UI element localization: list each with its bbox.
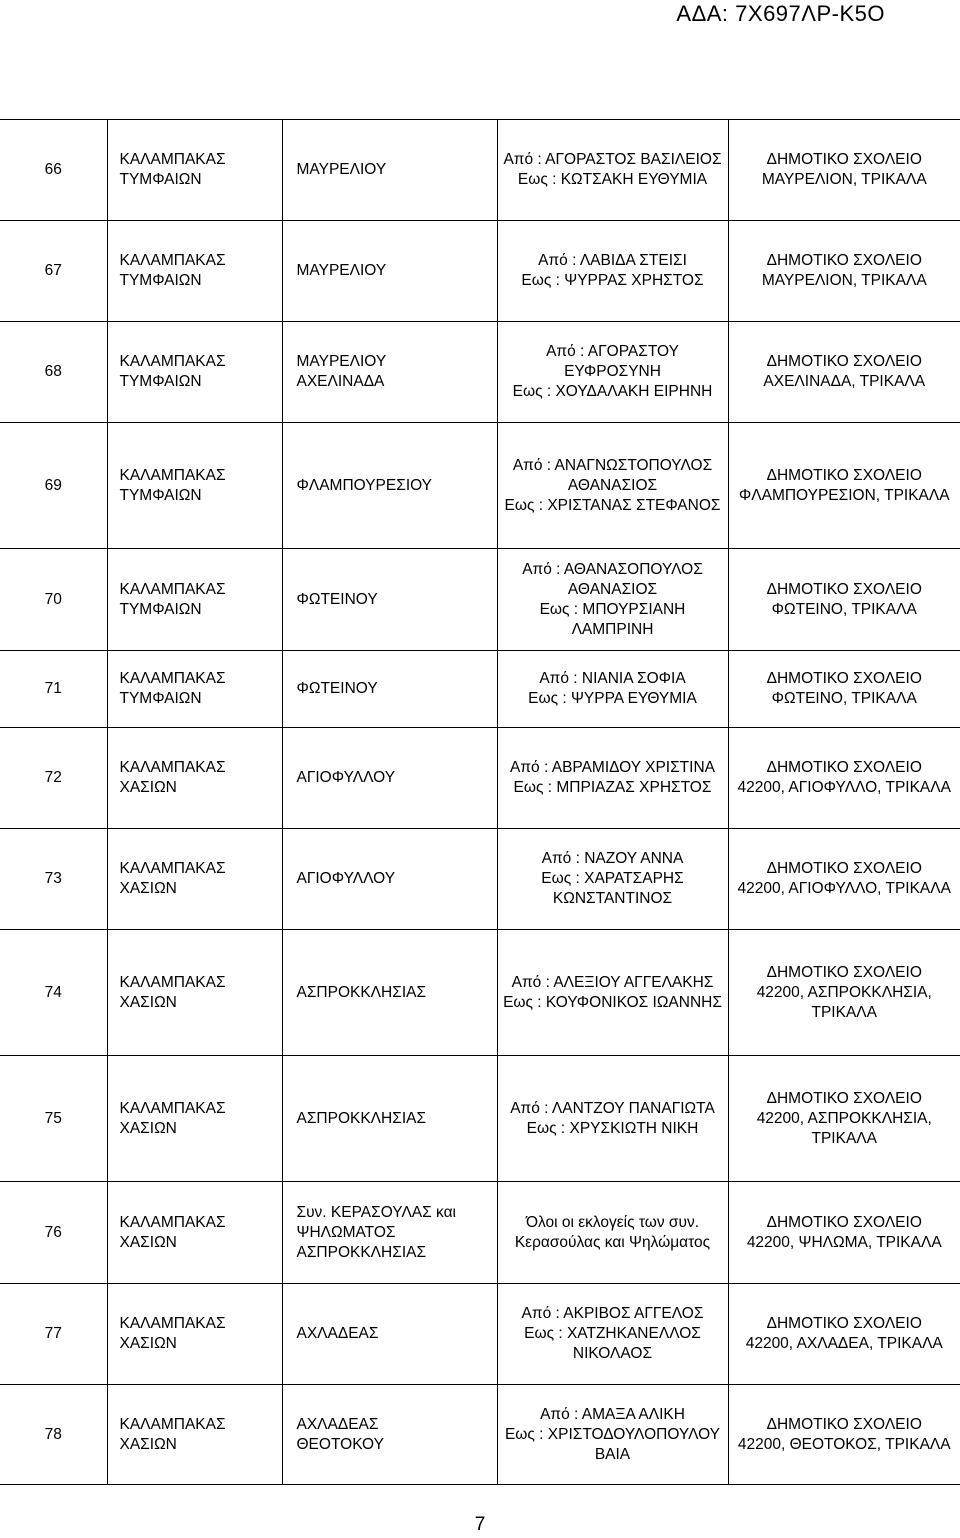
polling-place-line: ΜΑΥΡΕΛΙΟΝ, ΤΡΙΚΑΛΑ: [761, 171, 927, 188]
voter-range-line: ΒΑΙΑ: [594, 1445, 631, 1463]
row-number-cell: [0, 1056, 107, 1182]
polling-place-cell: [728, 322, 960, 423]
polling-place-line: ΔΗΜΟΤΙΚΟ ΣΧΟΛΕΙΟ: [766, 860, 922, 877]
municipality-line: ΧΑΣΙΩΝ: [119, 1119, 177, 1137]
voter-range-cell: [497, 1056, 728, 1182]
row-number-cell: [0, 651, 107, 728]
voter-range-cell: [497, 1284, 728, 1385]
polling-place-line: ΔΗΜΟΤΙΚΟ ΣΧΟΛΕΙΟ: [766, 963, 922, 981]
polling-place-line: 42200, ΑΓΙΟΦΥΛΛΟ, ΤΡΙΚΑΛΑ: [737, 779, 951, 796]
table-row: [0, 549, 960, 651]
municipality-cell: [107, 1182, 282, 1284]
municipality-line: ΚΑΛΑΜΠΑΚΑΣ: [119, 466, 226, 484]
row-number-cell: [0, 930, 107, 1056]
voter-range-cell: [497, 549, 728, 651]
locality-cell: [282, 423, 497, 549]
table-row: [0, 1284, 960, 1385]
locality-cell: [282, 930, 497, 1056]
municipality-line: ΚΑΛΑΜΠΑΚΑΣ: [119, 1315, 226, 1332]
row-number: 74: [44, 983, 62, 1001]
voter-range-line: Από : ΑΓΟΡΑΣΤΟΥ: [546, 343, 679, 360]
voter-range-line: Εως : ΚΩΤΣΑΚΗ ΕΥΘΥΜΙΑ: [517, 171, 708, 188]
municipality-cell: [107, 322, 282, 423]
voter-range-line: Από : ΝΙΑΝΙΑ ΣΟΦΙΑ: [539, 670, 686, 687]
locality-line: ΜΑΥΡΕΛΙΟΥ: [296, 262, 387, 279]
municipality-cell: [107, 549, 282, 651]
municipality-line: ΧΑΣΙΩΝ: [119, 1435, 177, 1453]
row-number: 66: [44, 161, 62, 178]
voter-range-line: Εως : ΚΟΥΦΟΝΙΚΟΣ ΙΩΑΝΝΗΣ: [503, 993, 722, 1011]
municipality-cell: [107, 423, 282, 549]
locality-line: ΜΑΥΡΕΛΙΟΥ: [296, 161, 387, 178]
voter-range-cell: [497, 322, 728, 423]
voter-range-line: ΕΥΦΡΟΣΥΝΗ: [564, 363, 661, 380]
polling-place-cell: [728, 1182, 960, 1284]
polling-place-line: 42200, ΑΣΠΡΟΚΚΛΗΣΙΑ,: [756, 1109, 932, 1127]
municipality-cell: [107, 221, 282, 322]
polling-place-cell: [728, 1385, 960, 1485]
polling-place-line: ΑΧΕΛΙΝΑΔΑ, ΤΡΙΚΑΛΑ: [763, 373, 926, 390]
municipality-line: ΚΑΛΑΜΠΑΚΑΣ: [119, 759, 226, 776]
polling-place-cell: [728, 221, 960, 322]
locality-cell: [282, 221, 497, 322]
locality-line: ΦΛΑΜΠΟΥΡΕΣΙΟΥ: [296, 476, 433, 494]
locality-cell: [282, 829, 497, 930]
municipality-line: ΤΥΜΦΑΙΩΝ: [119, 690, 202, 707]
polling-place-cell: [728, 423, 960, 549]
locality-line: ΑΣΠΡΟΚΚΛΗΣΙΑΣ: [296, 1243, 427, 1261]
municipality-line: ΚΑΛΑΜΠΑΚΑΣ: [119, 860, 226, 877]
voter-range-cell: [497, 120, 728, 221]
page-number: 7: [474, 1514, 486, 1535]
table-row: [0, 651, 960, 728]
voter-range-line: ΝΙΚΟΛΑΟΣ: [572, 1345, 653, 1362]
voter-range-line: Από : ΛΑΝΤΖΟΥ ΠΑΝΑΓΙΩΤΑ: [510, 1099, 715, 1117]
polling-place-line: ΔΗΜΟΤΙΚΟ ΣΧΟΛΕΙΟ: [766, 1089, 922, 1107]
locality-line: ΑΧΛΑΔΕΑΣ: [296, 1325, 379, 1342]
table-row: [0, 930, 960, 1056]
polling-place-line: ΔΗΜΟΤΙΚΟ ΣΧΟΛΕΙΟ: [766, 1315, 922, 1332]
voter-range-line: Από : ΝΑΖΟΥ ΑΝΝΑ: [541, 850, 684, 867]
polling-place-cell: [728, 930, 960, 1056]
table-row: [0, 728, 960, 829]
voter-range-line: Εως : ΨΥΡΡΑ ΕΥΘΥΜΙΑ: [528, 690, 697, 707]
voter-range-line: Εως : ΧΡΥΣΚΙΩΤΗ ΝΙΚΗ: [526, 1119, 699, 1137]
voter-range-cell: [497, 829, 728, 930]
voter-range-line: Εως : ΧΑΤΖΗΚΑΝΕΛΛΟΣ: [524, 1325, 701, 1342]
polling-place-line: ΔΗΜΟΤΙΚΟ ΣΧΟΛΕΙΟ: [766, 466, 922, 484]
voter-range-line: Από : ΑΝΑΓΝΩΣΤΟΠΟΥΛΟΣ: [512, 456, 713, 474]
table-row: [0, 1182, 960, 1284]
voter-range-line: Από : ΑΛΕΞΙΟΥ ΑΓΓΕΛΑΚΗΣ: [511, 973, 714, 991]
locality-cell: [282, 651, 497, 728]
voter-range-cell: [497, 930, 728, 1056]
polling-place-line: 42200, ΑΣΠΡΟΚΚΛΗΣΙΑ,: [756, 983, 932, 1001]
locality-line: ΘΕΟΤΟΚΟΥ: [296, 1435, 384, 1453]
municipality-line: ΧΑΣΙΩΝ: [119, 779, 177, 796]
table-row: [0, 221, 960, 322]
municipality-cell: [107, 1385, 282, 1485]
polling-place-line: 42200, ΑΓΙΟΦΥΛΛΟ, ΤΡΙΚΑΛΑ: [737, 880, 951, 897]
row-number-cell: [0, 322, 107, 423]
municipality-cell: [107, 1284, 282, 1385]
polling-place-line: ΤΡΙΚΑΛΑ: [811, 1003, 877, 1021]
voter-range-cell: [497, 651, 728, 728]
locality-line: ΨΗΛΩΜΑΤΟΣ: [296, 1223, 396, 1241]
row-number: 77: [44, 1325, 62, 1342]
locality-cell: [282, 549, 497, 651]
municipality-line: ΤΥΜΦΑΙΩΝ: [119, 600, 202, 618]
municipality-cell: [107, 1056, 282, 1182]
municipality-line: ΧΑΣΙΩΝ: [119, 1335, 177, 1352]
polling-place-line: 42200, ΘΕΟΤΟΚΟΣ, ΤΡΙΚΑΛΑ: [737, 1435, 951, 1453]
row-number: 71: [44, 680, 62, 697]
row-number: 67: [44, 262, 62, 279]
voter-range-line: Εως : ΧΟΥΔΑΛΑΚΗ ΕΙΡΗΝΗ: [512, 383, 713, 400]
voter-range-line: Από : ΑΜΑΞΑ ΑΛΙΚΗ: [540, 1405, 685, 1423]
municipality-line: ΤΥΜΦΑΙΩΝ: [119, 272, 202, 289]
locality-line: ΑΣΠΡΟΚΚΛΗΣΙΑΣ: [296, 983, 427, 1001]
locality-line: ΦΩΤΕΙΝΟΥ: [296, 680, 378, 697]
voter-range-line: Από : ΛΑΒΙΔΑ ΣΤΕΙΣΙ: [538, 252, 687, 269]
municipality-line: ΚΑΛΑΜΠΑΚΑΣ: [119, 1415, 226, 1433]
polling-place-cell: [728, 829, 960, 930]
voter-range-line: Εως : ΧΡΙΣΤΟΔΟΥΛΟΠΟΥΛΟΥ: [504, 1425, 721, 1443]
locality-cell: [282, 728, 497, 829]
locality-line: ΦΩΤΕΙΝΟΥ: [296, 590, 378, 608]
table-body: [0, 120, 960, 1485]
municipality-line: ΚΑΛΑΜΠΑΚΑΣ: [119, 252, 226, 269]
voter-range-line: Εως : ΨΥΡΡΑΣ ΧΡΗΣΤΟΣ: [521, 272, 704, 289]
voter-range-cell: [497, 728, 728, 829]
voter-range-cell: [497, 221, 728, 322]
municipality-line: ΧΑΣΙΩΝ: [119, 880, 177, 897]
voter-range-line: Από : ΑΒΡΑΜΙΔΟΥ ΧΡΙΣΤΙΝΑ: [510, 759, 715, 776]
voter-range-line: Εως : ΧΡΙΣΤΑΝΑΣ ΣΤΕΦΑΝΟΣ: [504, 496, 721, 514]
polling-place-line: ΔΗΜΟΤΙΚΟ ΣΧΟΛΕΙΟ: [766, 1415, 922, 1433]
table-row: [0, 120, 960, 221]
municipality-cell: [107, 829, 282, 930]
municipality-cell: [107, 728, 282, 829]
polling-place-line: ΔΗΜΟΤΙΚΟ ΣΧΟΛΕΙΟ: [766, 759, 922, 776]
municipality-line: ΚΑΛΑΜΠΑΚΑΣ: [119, 580, 226, 598]
row-number: 76: [44, 1223, 62, 1241]
polling-place-cell: [728, 1284, 960, 1385]
municipality-cell: [107, 120, 282, 221]
voter-range-line: Από : ΑΓΟΡΑΣΤΟΣ ΒΑΣΙΛΕΙΟΣ: [503, 151, 722, 168]
locality-cell: [282, 120, 497, 221]
municipality-line: ΤΥΜΦΑΙΩΝ: [119, 373, 202, 390]
polling-place-line: ΦΛΑΜΠΟΥΡΕΣΙΟΝ, ΤΡΙΚΑΛΑ: [738, 486, 950, 504]
polling-place-line: ΔΗΜΟΤΙΚΟ ΣΧΟΛΕΙΟ: [766, 670, 922, 687]
municipality-line: ΚΑΛΑΜΠΑΚΑΣ: [119, 973, 226, 991]
polling-place-line: 42200, ΑΧΛΑΔΕΑ, ΤΡΙΚΑΛΑ: [745, 1335, 943, 1352]
row-number-cell: [0, 549, 107, 651]
polling-place-line: ΔΗΜΟΤΙΚΟ ΣΧΟΛΕΙΟ: [766, 580, 922, 598]
municipality-line: ΚΑΛΑΜΠΑΚΑΣ: [119, 1213, 226, 1231]
polling-place-line: ΤΡΙΚΑΛΑ: [811, 1129, 877, 1147]
voter-range-cell: [497, 423, 728, 549]
voter-range-line: ΛΑΜΠΡΙΝΗ: [571, 620, 654, 638]
locality-cell: [282, 322, 497, 423]
voter-range-line: Εως : ΧΑΡΑΤΣΑΡΗΣ: [541, 870, 684, 887]
polling-place-line: ΜΑΥΡΕΛΙΟΝ, ΤΡΙΚΑΛΑ: [761, 272, 927, 289]
municipality-line: ΚΑΛΑΜΠΑΚΑΣ: [119, 670, 226, 687]
municipality-line: ΧΑΣΙΩΝ: [119, 993, 177, 1011]
voter-range-line: Από : ΑΘΑΝΑΣΟΠΟΥΛΟΣ: [522, 560, 703, 578]
row-number: 73: [44, 870, 62, 887]
polling-place-line: 42200, ΨΗΛΩΜΑ, ΤΡΙΚΑΛΑ: [746, 1233, 942, 1251]
row-number-cell: [0, 221, 107, 322]
municipality-line: ΤΥΜΦΑΙΩΝ: [119, 171, 202, 188]
row-number-cell: [0, 423, 107, 549]
locality-line: ΜΑΥΡΕΛΙΟΥ: [296, 353, 387, 370]
locality-cell: [282, 1284, 497, 1385]
ada-code: ΑΔΑ: 7Χ697ΛΡ-Κ5Ο: [676, 1, 885, 26]
polling-place-line: ΦΩΤΕΙΝΟ, ΤΡΙΚΑΛΑ: [771, 690, 917, 707]
polling-place-cell: [728, 651, 960, 728]
voter-range-line: ΑΘΑΝΑΣΙΟΣ: [567, 580, 658, 598]
row-number-cell: [0, 1284, 107, 1385]
table-row: [0, 829, 960, 930]
polling-place-cell: [728, 549, 960, 651]
municipality-line: ΤΥΜΦΑΙΩΝ: [119, 486, 202, 504]
locality-cell: [282, 1385, 497, 1485]
row-number-cell: [0, 829, 107, 930]
polling-place-cell: [728, 120, 960, 221]
municipality-line: ΚΑΛΑΜΠΑΚΑΣ: [119, 151, 226, 168]
row-number-cell: [0, 1385, 107, 1485]
voter-range-line: ΚΩΝΣΤΑΝΤΙΝΟΣ: [552, 890, 673, 907]
polling-place-line: ΔΗΜΟΤΙΚΟ ΣΧΟΛΕΙΟ: [766, 353, 922, 370]
table-row: [0, 1385, 960, 1485]
polling-place-line: ΦΩΤΕΙΝΟ, ΤΡΙΚΑΛΑ: [771, 600, 917, 618]
row-number: 68: [44, 363, 62, 380]
polling-stations-table: [0, 119, 960, 1485]
voter-range-line: Εως : ΜΠΟΥΡΣΙΑΝΗ: [539, 600, 686, 618]
locality-line: ΑΓΙΟΦΥΛΛΟΥ: [296, 769, 396, 786]
row-number-cell: [0, 728, 107, 829]
locality-cell: [282, 1056, 497, 1182]
polling-place-cell: [728, 728, 960, 829]
voter-range-line: Όλοι οι εκλογείς των συν.: [525, 1213, 700, 1231]
locality-line: ΑΓΙΟΦΥΛΛΟΥ: [296, 870, 396, 887]
polling-place-line: ΔΗΜΟΤΙΚΟ ΣΧΟΛΕΙΟ: [766, 151, 922, 168]
row-number: 75: [44, 1109, 62, 1127]
table-row: [0, 322, 960, 423]
voter-range-line: ΑΘΑΝΑΣΙΟΣ: [567, 476, 658, 494]
row-number: 78: [44, 1425, 62, 1443]
row-number: 72: [44, 769, 62, 786]
locality-line: Συν. ΚΕΡΑΣΟΥΛΑΣ και: [296, 1203, 456, 1221]
polling-place-line: ΔΗΜΟΤΙΚΟ ΣΧΟΛΕΙΟ: [766, 1213, 922, 1231]
locality-cell: [282, 1182, 497, 1284]
table-row: [0, 1056, 960, 1182]
voter-range-line: Εως : ΜΠΡΙΑΖΑΣ ΧΡΗΣΤΟΣ: [513, 779, 712, 796]
table-row: [0, 423, 960, 549]
row-number-cell: [0, 1182, 107, 1284]
row-number: 69: [44, 476, 62, 494]
municipality-cell: [107, 651, 282, 728]
locality-line: ΑΧΛΑΔΕΑΣ: [296, 1415, 379, 1433]
voter-range-cell: [497, 1182, 728, 1284]
polling-place-cell: [728, 1056, 960, 1182]
voter-range-line: Από : ΑΚΡΙΒΟΣ ΑΓΓΕΛΟΣ: [521, 1305, 704, 1322]
polling-place-line: ΔΗΜΟΤΙΚΟ ΣΧΟΛΕΙΟ: [766, 252, 922, 269]
locality-line: ΑΣΠΡΟΚΚΛΗΣΙΑΣ: [296, 1109, 427, 1127]
municipality-line: ΚΑΛΑΜΠΑΚΑΣ: [119, 353, 226, 370]
voter-range-cell: [497, 1385, 728, 1485]
municipality-line: ΚΑΛΑΜΠΑΚΑΣ: [119, 1099, 226, 1117]
row-number-cell: [0, 120, 107, 221]
municipality-line: ΧΑΣΙΩΝ: [119, 1233, 177, 1251]
voter-range-line: Κερασούλας και Ψηλώματος: [514, 1233, 711, 1251]
locality-line: ΑΧΕΛΙΝΑΔΑ: [296, 373, 385, 390]
municipality-cell: [107, 930, 282, 1056]
row-number: 70: [44, 590, 62, 608]
